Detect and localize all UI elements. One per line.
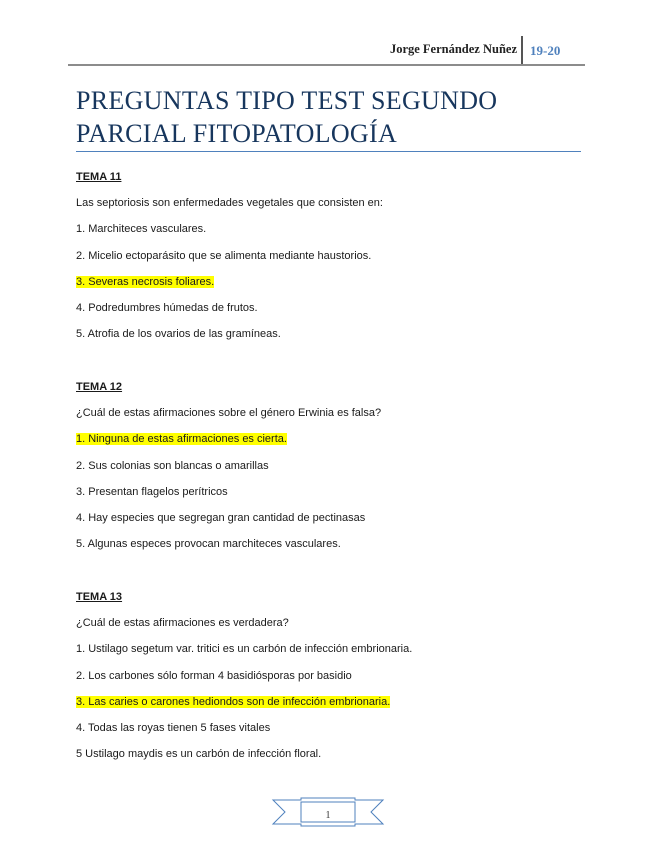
section-tema-11	[76, 170, 576, 354]
question-text: ¿Cuál de estas afirmaciones sobre el género Erwinia es falsa?	[76, 407, 382, 419]
question-text: ¿Cuál de estas afirmaciones es verdadera?	[76, 617, 289, 629]
option-item: 1. Marchiteces vasculares.	[76, 223, 207, 236]
option-item: 5 Ustilago maydis es un carbón de infección floral.	[76, 748, 322, 761]
header-author: Jorge Fernández Nuñez	[389, 42, 517, 56]
option-item: 1. Ustilago segetum var. tritici es un carbón de infección embrionaria.	[76, 643, 413, 656]
page-number: 1	[325, 810, 331, 821]
option-item: 4. Todas las royas tienen 5 fases vitales	[76, 722, 271, 735]
question-text: Las septoriosis son enfermedades vegetales que consisten en:	[76, 197, 383, 209]
section-tema-12	[76, 380, 576, 564]
option-item: 4. Hay especies que segregan gran cantidad de pectinasas	[76, 512, 366, 525]
page-header	[68, 36, 585, 66]
section-tema-13	[76, 590, 576, 774]
option-item-correct: 3. Las caries o carones hediondos son de infección embrionaria.	[76, 695, 391, 708]
option-item-correct: 3. Severas necrosis foliares.	[76, 275, 215, 288]
option-item: 4. Podredumbres húmedas de frutos.	[76, 302, 258, 315]
section-heading: TEMA 12	[76, 381, 123, 393]
option-item: 2. Micelio ectoparásito que se alimenta mediante haustorios.	[76, 249, 372, 262]
title-rule	[76, 151, 581, 152]
option-item: 5. Atrofia de los ovarios de las gramíneas.	[76, 328, 281, 341]
header-separator	[521, 36, 523, 66]
option-item: 5. Algunas especes provocan marchiteces vasculares.	[76, 538, 341, 551]
section-heading: TEMA 13	[76, 591, 123, 603]
header-year: 19-20	[530, 43, 561, 58]
option-item: 2. Sus colonias son blancas o amarillas	[76, 459, 269, 472]
page-title: PREGUNTAS TIPO TEST SEGUNDO PARCIAL FITOPATOLOGÍA	[76, 86, 498, 148]
option-item-correct: 1. Ninguna de estas afirmaciones es cierta.	[76, 433, 287, 446]
option-item: 3. Presentan flagelos perítricos	[76, 485, 228, 498]
section-heading: TEMA 11	[76, 171, 122, 183]
header-rule	[68, 64, 585, 66]
option-item: 2. Los carbones sólo forman 4 basidiósporas por basidio	[76, 669, 352, 682]
